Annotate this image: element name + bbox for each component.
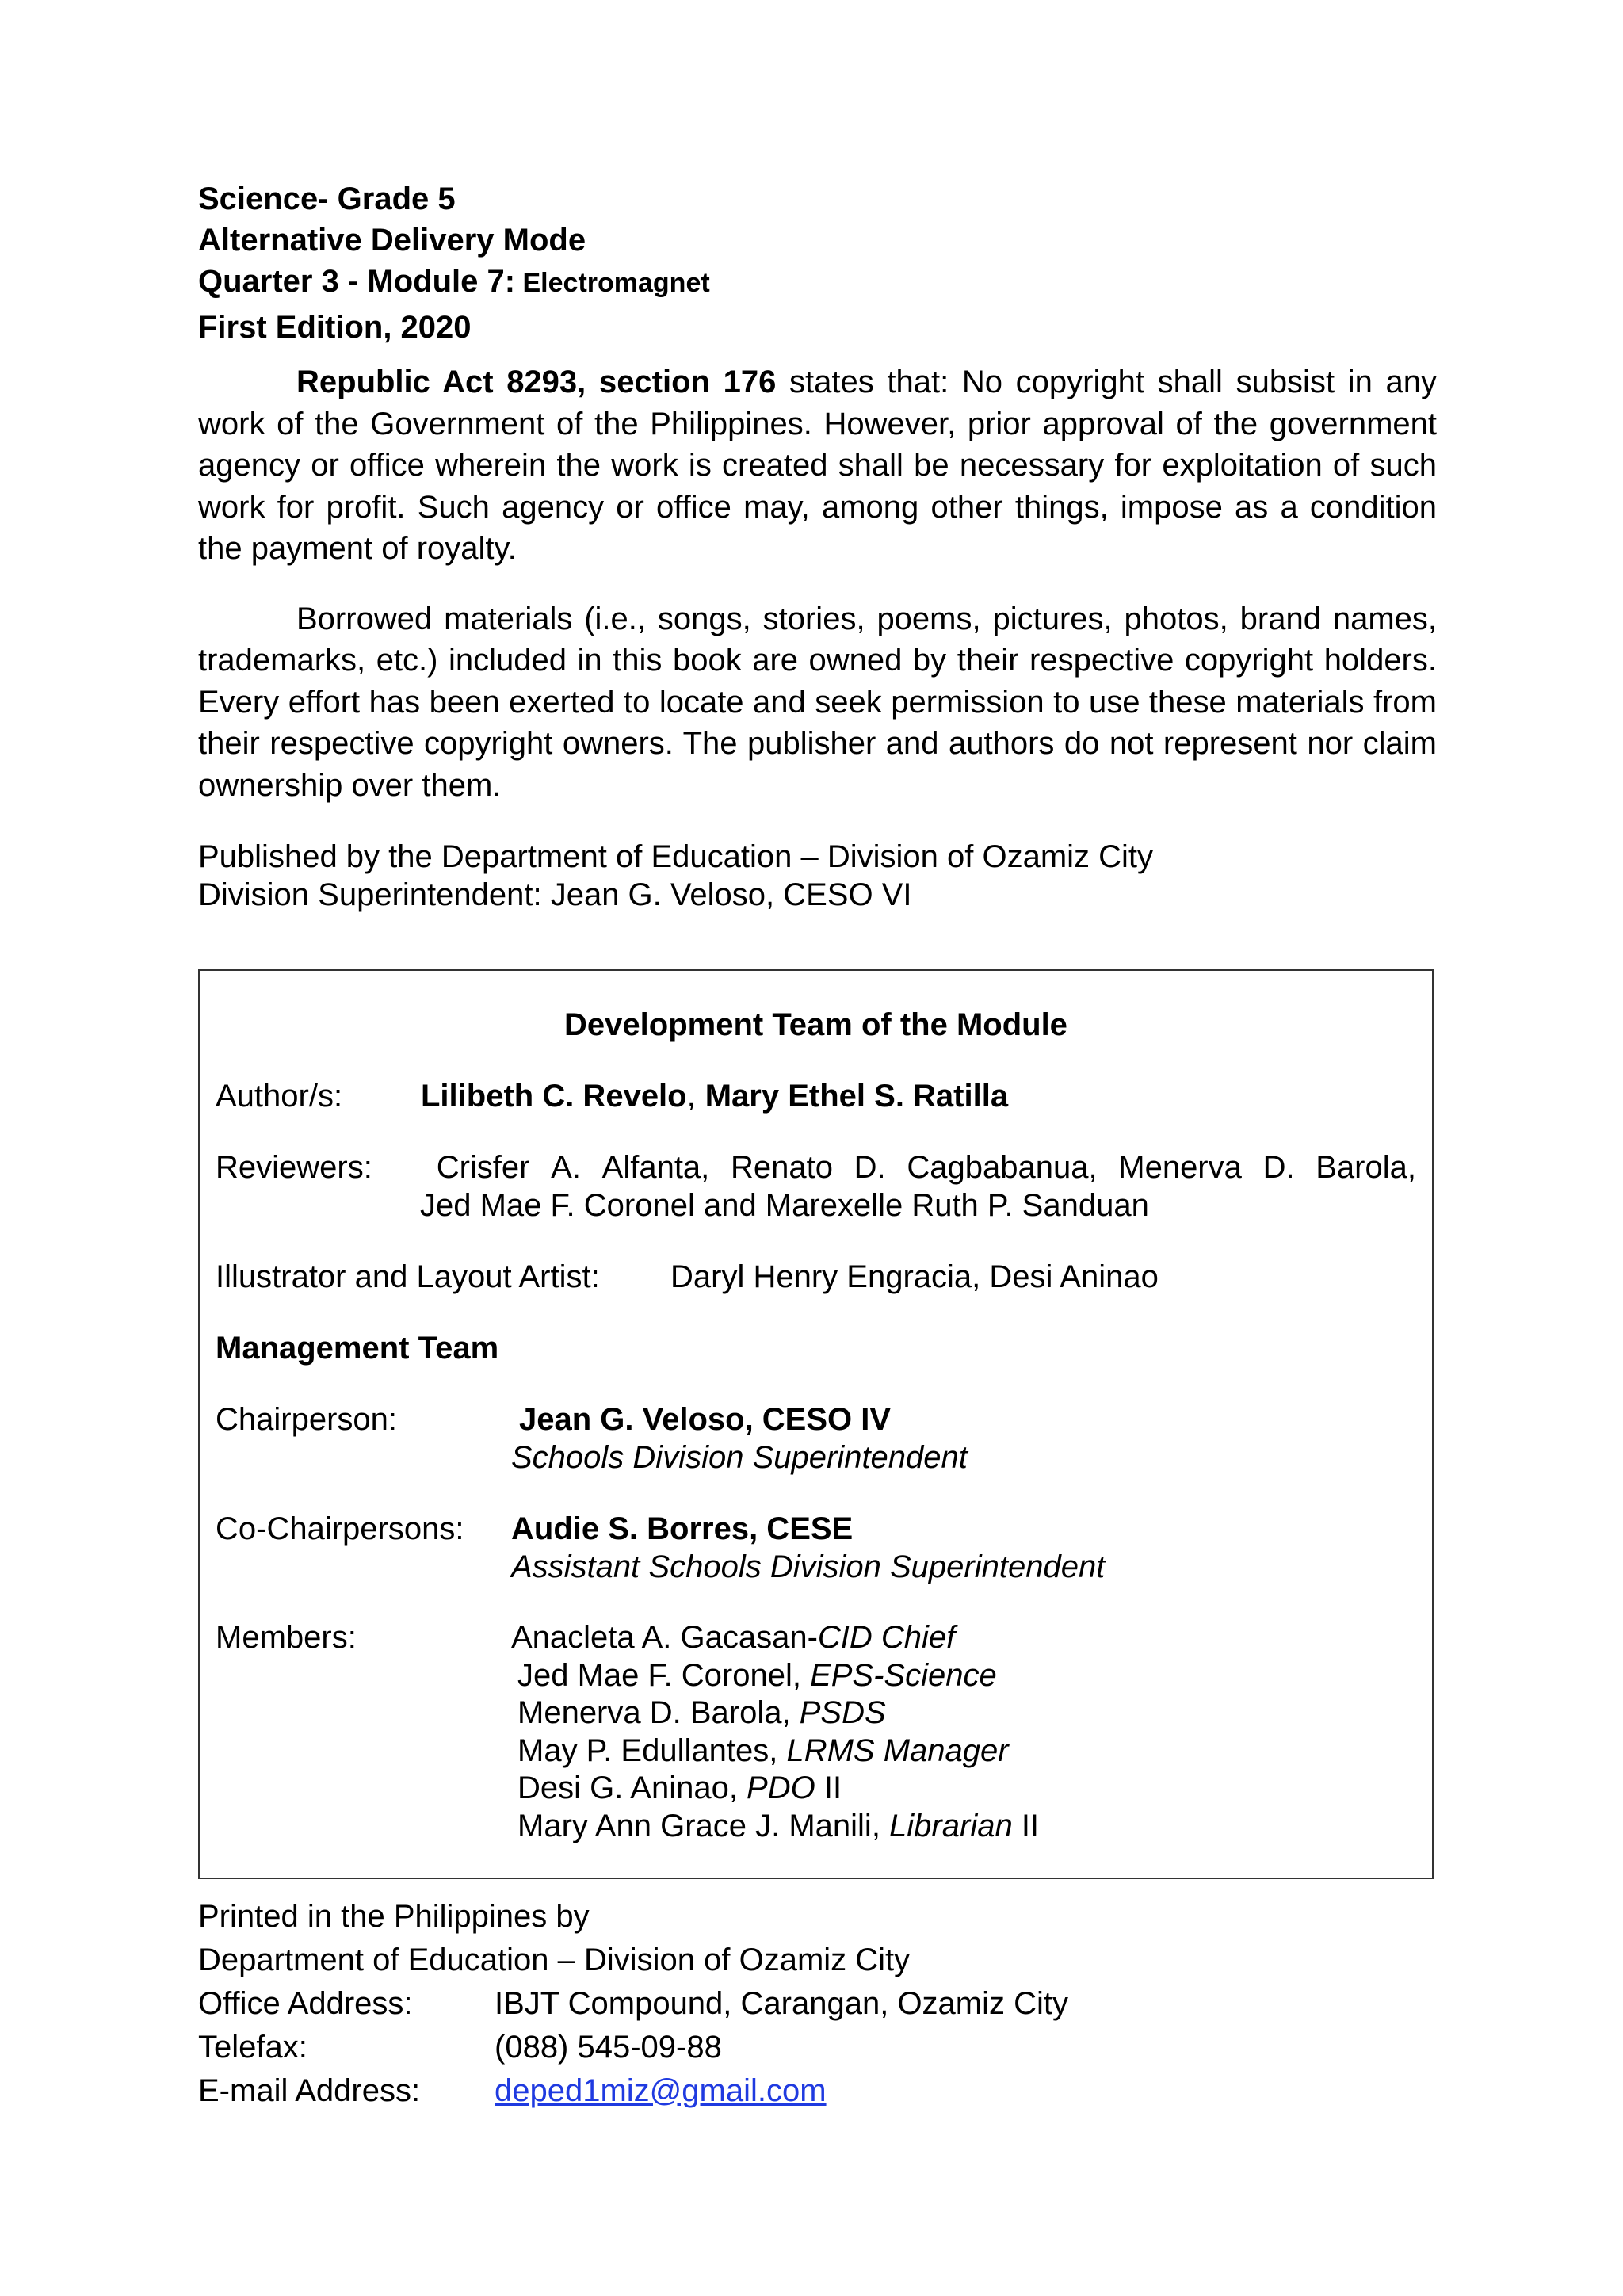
- development-team-box: [198, 969, 1434, 1879]
- reviewers-label: Reviewers:: [216, 1150, 372, 1185]
- module-title: [198, 261, 1437, 304]
- edition: First Edition, 2020: [198, 310, 472, 345]
- member-role: CID Chief: [817, 1620, 956, 1655]
- reviewer-word: Cagbabanua,: [907, 1150, 1098, 1185]
- reviewer-word: Crisfer: [436, 1150, 530, 1185]
- members-row: [216, 1619, 1416, 1845]
- subject-title: Science- Grade 5: [198, 181, 456, 216]
- member-role: Librarian: [889, 1808, 1013, 1843]
- author-separator: ,: [686, 1079, 696, 1114]
- printer-info: [198, 1895, 1068, 2113]
- chairperson-name: Jean G. Veloso, CESO IV: [519, 1402, 892, 1437]
- co-chairpersons-label: Co-Chairpersons:: [216, 1511, 464, 1546]
- publisher-line: Published by the Department of Education – Division of Ozamiz City: [198, 839, 1154, 874]
- office-address-label: Office Address:: [198, 1986, 413, 2021]
- chairperson-label: Chairperson:: [216, 1402, 398, 1437]
- member-role: PDO: [747, 1771, 815, 1805]
- department-line: Department of Education – Division of Ozamiz City: [198, 1943, 911, 1977]
- member-role: LRMS Manager: [786, 1733, 1009, 1768]
- email-link[interactable]: deped1miz@gmail.com: [495, 2073, 827, 2108]
- co-chairperson-title: Assistant Schools Division Superintendent: [511, 1549, 1106, 1584]
- team-title: Development Team of the Module: [564, 1007, 1067, 1042]
- telefax-label: Telefax:: [198, 2030, 307, 2065]
- chairperson-title: Schools Division Superintendent: [511, 1440, 968, 1475]
- member-item: [511, 1657, 1039, 1695]
- copyright-text: states that: No copyright shall subsist in any work of the Government of the Philippines. However, prior approval of the government agency or office wherein the work is created shall be necessary for exploitation of such work for profit. Such agency or office may, among other things, impose as a condition the payment of royalty.: [198, 365, 1437, 566]
- member-role: PSDS: [799, 1695, 886, 1730]
- co-chairpersons-row: [216, 1510, 1416, 1586]
- illustrator-row: [216, 1258, 1416, 1296]
- member-name: Jed Mae F. Coronel,: [517, 1657, 811, 1693]
- reviewers-line-2: Jed Mae F. Coronel and Marexelle Ruth P. Sanduan: [420, 1188, 1149, 1223]
- illustrator-label: Illustrator and Layout Artist:: [216, 1259, 600, 1294]
- member-item: [511, 1770, 1039, 1808]
- member-name: Anacleta A. Gacasan-: [511, 1620, 818, 1655]
- member-name: Mary Ann Grace J. Manili,: [517, 1808, 890, 1843]
- member-item: [511, 1619, 1039, 1657]
- publisher-info: [198, 838, 1437, 914]
- office-address-row: [198, 1982, 1068, 2026]
- copyright-paragraph: [198, 361, 1437, 570]
- members-label: Members:: [216, 1620, 357, 1655]
- member-name: Menerva D. Barola,: [517, 1695, 800, 1730]
- member-suffix: II: [1012, 1808, 1040, 1843]
- superintendent-line: Division Superintendent: Jean G. Veloso, CESO VI: [198, 877, 912, 912]
- telefax-value: (088) 545-09-88: [495, 2030, 722, 2065]
- telefax-row: [198, 2026, 1068, 2069]
- email-label: E-mail Address:: [198, 2073, 421, 2108]
- member-role: EPS-Science: [810, 1657, 997, 1693]
- member-item: [511, 1733, 1039, 1771]
- copyright-page: [198, 178, 1437, 2108]
- chairperson-row: [216, 1400, 1416, 1477]
- authors-label: Author/s:: [216, 1079, 343, 1114]
- author-2: Mary Ethel S. Ratilla: [705, 1079, 1009, 1114]
- member-suffix: II: [815, 1771, 842, 1805]
- reviewer-word: Menerva: [1118, 1150, 1242, 1185]
- member-name: May P. Edullantes,: [517, 1733, 787, 1768]
- management-team-title: Management Team: [216, 1331, 499, 1366]
- office-address-value: IBJT Compound, Carangan, Ozamiz City: [495, 1986, 1069, 2021]
- member-item: [511, 1808, 1039, 1846]
- reviewer-word: A.: [551, 1150, 581, 1185]
- co-chairperson-name: Audie S. Borres, CESE: [511, 1511, 854, 1546]
- delivery-mode: Alternative Delivery Mode: [198, 223, 586, 258]
- author-1: Lilibeth C. Revelo: [421, 1079, 687, 1114]
- member-item: [511, 1694, 1039, 1733]
- printed-line: Printed in the Philippines by: [198, 1899, 590, 1934]
- module-topic: Electromagnet: [515, 268, 710, 298]
- illustrator-names: Daryl Henry Engracia, Desi Aninao: [670, 1259, 1159, 1294]
- borrowed-materials-paragraph: Borrowed materials (i.e., songs, stories, poems, pictures, photos, brand names, trademarks, etc.) included in this book are owned by their respective copyright holders. Every effort has been exerted to locate and seek permission to use these materials from their respective copyright owners. The publisher and authors do not represent nor claim ownership over them.: [198, 601, 1437, 803]
- quarter-module: Quarter 3 - Module 7:: [198, 264, 516, 299]
- authors-row: [216, 1077, 1416, 1115]
- republic-act: Republic Act 8293, section 176: [296, 365, 777, 399]
- reviewer-word: Barola,: [1316, 1150, 1416, 1185]
- reviewer-word: Renato: [730, 1150, 833, 1185]
- reviewer-word: D.: [1262, 1150, 1295, 1185]
- member-name: Desi G. Aninao,: [517, 1771, 747, 1805]
- email-row: [198, 2069, 1068, 2113]
- reviewer-word: D.: [854, 1150, 886, 1185]
- reviewers-row: [216, 1148, 1416, 1224]
- reviewer-word: Alfanta,: [601, 1150, 710, 1185]
